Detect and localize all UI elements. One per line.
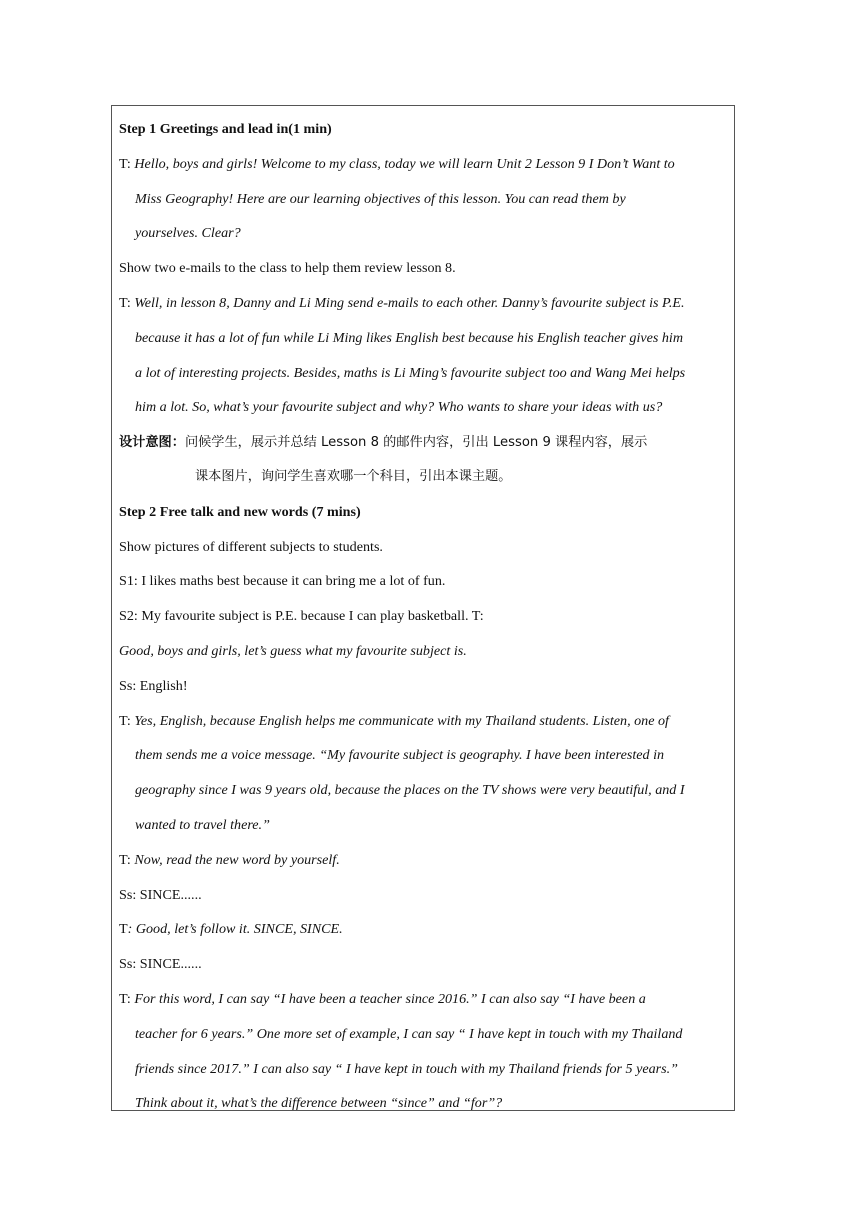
- t-speech-cont: friends since 2017.” I can also say “ I have kept in touch with my Thailand friends for 5 years.”: [135, 1060, 678, 1077]
- t-line: [119, 982, 730, 1017]
- speaker-label: T:: [119, 712, 131, 729]
- t-speech: Yes, English, because English helps me communicate with my Thailand students. Listen, one of: [134, 712, 669, 729]
- students-line: Ss: SINCE......: [119, 956, 202, 973]
- t-speech-cont: geography since I was 9 years old, because the places on the TV shows were very beautiful, and I: [135, 782, 685, 799]
- t-line: [119, 912, 730, 947]
- t-speech-cont: a lot of interesting projects. Besides, maths is Li Ming’s favourite subject too and Wang Mei helps: [135, 364, 686, 381]
- lesson-plan-table: [111, 105, 735, 1111]
- t-speech-cont: because it has a lot of fun while Li Ming likes English best because his English teacher gives him: [135, 329, 684, 346]
- t-line: [119, 147, 730, 182]
- design-intent: [119, 425, 730, 460]
- instruction-text: Show two e-mails to the class to help them review lesson 8.: [119, 260, 456, 277]
- t-speech-cont: him a lot. So, what’s your favourite subject and why? Who wants to share your ideas with us?: [135, 399, 663, 416]
- t-line: [119, 843, 730, 878]
- t-speech-cont: Miss Geography! Here are our learning objectives of this lesson. You can read them by: [135, 190, 626, 207]
- t-speech-cont: Think about it, what’s the difference between “since” and “for”?: [135, 1095, 503, 1112]
- t-line: [119, 704, 730, 739]
- t-speech: Well, in lesson 8, Danny and Li Ming send e-mails to each other. Danny’s favourite subject is P.E.: [134, 294, 685, 311]
- instruction-text: Show pictures of different subjects to students.: [119, 538, 383, 555]
- t-line: [119, 286, 730, 321]
- students-line: Ss: SINCE......: [119, 886, 202, 903]
- lesson-content: [119, 112, 730, 1121]
- speaker-label: T:: [119, 294, 131, 311]
- t-speech-cont: teacher for 6 years.” One more set of example, I can say “ I have kept in touch with my Thailand: [135, 1025, 683, 1042]
- t-speech: Now, read the new word by yourself.: [134, 851, 340, 868]
- t-speech-cont: yourselves. Clear?: [135, 225, 241, 242]
- speaker-label: T:: [119, 851, 131, 868]
- t-speech-cont: wanted to travel there.”: [135, 816, 270, 833]
- t-speech: Good, boys and girls, let’s guess what my favourite subject is.: [119, 642, 467, 659]
- speaker-label: T: [119, 921, 128, 938]
- design-intent-text: 问候学生，展示并总结 Lesson 8 的邮件内容，引出 Lesson 9 课程内容，展示: [184, 435, 648, 451]
- t-speech: For this word, I can say “I have been a teacher since 2016.” I can also say “I have been a: [134, 990, 646, 1007]
- t-speech: : Good, let’s follow it. SINCE, SINCE.: [127, 921, 343, 938]
- student-line: S1: I likes maths best because it can bring me a lot of fun.: [119, 573, 446, 590]
- design-intent-label: 设计意图：: [119, 435, 185, 451]
- design-intent-cont: 课本图片，询问学生喜欢哪一个科目，引出本课主题。: [195, 468, 512, 484]
- speaker-label: T:: [119, 155, 131, 172]
- students-line: Ss: English!: [119, 677, 188, 694]
- step2-heading: Step 2 Free talk and new words (7 mins): [119, 503, 361, 520]
- t-speech: Hello, boys and girls! Welcome to my class, today we will learn Unit 2 Lesson 9 I Don’t Want to: [134, 155, 675, 172]
- step1-heading: Step 1 Greetings and lead in(1 min): [119, 121, 332, 137]
- speaker-label: T:: [119, 990, 131, 1007]
- student-line: S2: My favourite subject is P.E. because I can play basketball. T:: [119, 608, 484, 625]
- t-speech-cont: them sends me a voice message. “My favourite subject is geography. I have been interested in: [135, 747, 665, 764]
